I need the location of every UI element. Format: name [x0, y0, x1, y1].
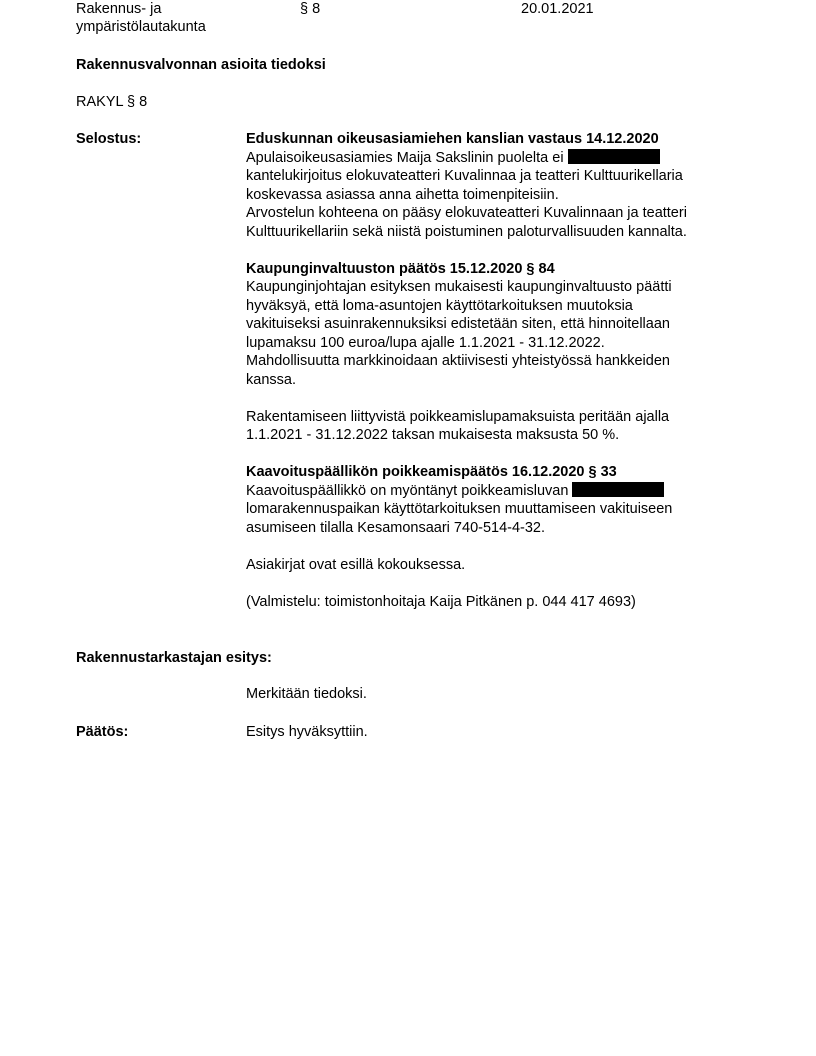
decision-label: Päätös: — [76, 724, 129, 740]
item-text-line: Kaupunginjohtajan esityksen mukaisesti kaupunginvaltuusto päätti — [246, 279, 672, 295]
header-section: § 8 — [300, 1, 321, 17]
preparer-note: (Valmistelu: toimistonhoitaja Kaija Pitkänen p. 044 417 4693) — [246, 593, 636, 610]
item-text-line: vakituiseksi asuinrakennuksiksi edistetään siten, että hinnoitellaan — [246, 316, 670, 332]
item-text-line: lupamaksu 100 euroa/lupa ajalle 1.1.2021 - 31.12.2022. — [246, 334, 605, 351]
item-text-line: Arvostelun kohteena on pääsy elokuvateatteri Kuvalinnaan ja teatteri — [246, 205, 687, 221]
committee-name-line1: Rakennus- ja — [76, 1, 162, 17]
documents-note: Asiakirjat ovat esillä kokouksessa. — [246, 556, 466, 573]
decision-text: Esitys hyväksyttiin. — [246, 724, 368, 740]
committee-name-line2: ympäristölautakunta — [76, 19, 206, 35]
item-text-line: asumiseen tilalla Kesamonsaari 740-514-4-32. — [246, 519, 546, 536]
item-text-line: Kulttuurikellariin sekä niistä poistuminen paloturvallisuuden kannalta. — [246, 223, 687, 240]
header-date: 20.01.2021 — [521, 1, 594, 17]
item-text-line: kanssa. — [246, 371, 296, 388]
item-text-line: hyväksyä, että loma-asuntojen käyttötarkoituksen muutoksia — [246, 297, 633, 314]
item-heading-council: Kaupunginvaltuuston päätös 15.12.2020 § 84 — [246, 260, 555, 277]
item-text-line: Apulaisoikeusasiamies Maija Sakslinin puolelta ei — [246, 149, 766, 168]
redaction-block — [572, 482, 664, 497]
redaction-block — [568, 149, 660, 164]
proposal-text: Merkitään tiedoksi. — [246, 686, 367, 702]
item-heading-ombudsman: Eduskunnan oikeusasiamiehen kanslian vastaus 14.12.2020 — [246, 131, 659, 147]
document-title: Rakennusvalvonnan asioita tiedoksi — [76, 57, 326, 73]
item-text-line: Kaavoituspäällikkö on myöntänyt poikkeamisluvan — [246, 482, 766, 501]
item-text-line: lomarakennuspaikan käyttötarkoituksen muuttamiseen vakituiseen — [246, 501, 673, 517]
selostus-label: Selostus: — [76, 131, 142, 147]
selostus-body — [246, 130, 766, 611]
item-text-line: Mahdollisuutta markkinoidaan aktiivisesti yhteistyössä hankkeiden — [246, 353, 670, 369]
section-reference: RAKYL § 8 — [76, 94, 148, 110]
item-text-line: koskevassa asiassa anna aihetta toimenpiteisiin. — [246, 186, 559, 203]
proposal-label: Rakennustarkastajan esitys: — [76, 650, 272, 666]
item-text-line: Rakentamiseen liittyvistä poikkeamislupamaksuista peritään ajalla — [246, 408, 670, 425]
committee-name — [76, 0, 206, 36]
item-text-line: kantelukirjoitus elokuvateatteri Kuvalinnaa ja teatteri Kulttuurikellaria — [246, 168, 683, 184]
item-text-line: 1.1.2021 - 31.12.2022 taksan mukaisesta maksusta 50 %. — [246, 427, 620, 443]
item-heading-planning: Kaavoituspäällikön poikkeamispäätös 16.12.2020 § 33 — [246, 464, 617, 480]
